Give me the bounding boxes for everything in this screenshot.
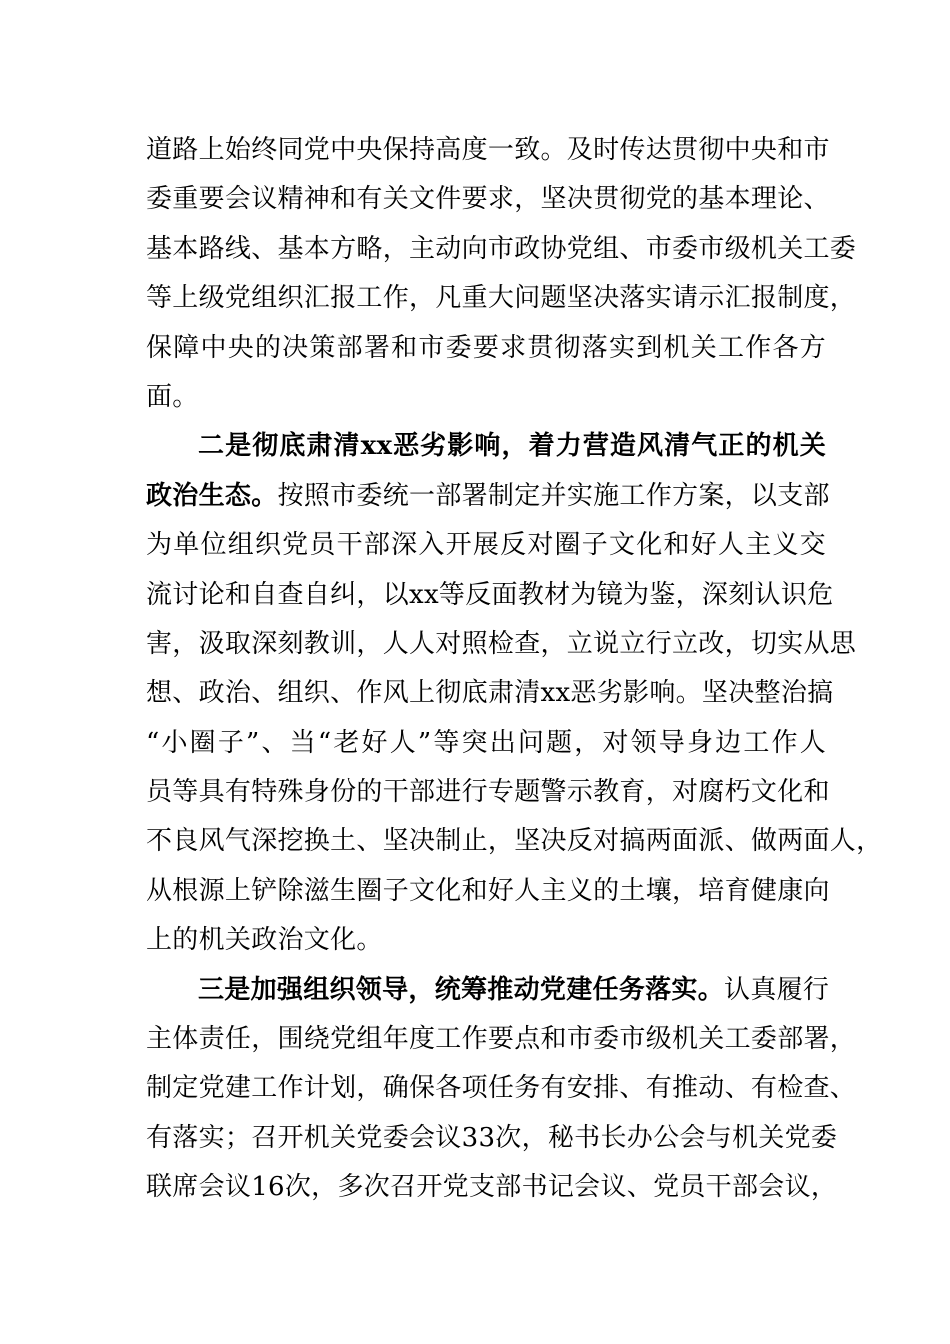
paragraph xyxy=(146,966,857,1213)
body-text: “小圈子”、当“老好人”等突出问题，对领导身边工作人 xyxy=(146,727,826,758)
text-line xyxy=(146,324,826,373)
text-line xyxy=(146,1015,857,1064)
text-line xyxy=(146,521,826,570)
body-text: 上的机关政治文化。 xyxy=(146,925,383,956)
paragraph xyxy=(146,422,883,965)
text-line xyxy=(146,966,830,1015)
text-line xyxy=(146,817,883,866)
text-line xyxy=(146,1114,838,1163)
body-text: 想、政治、组织、作风上彻底肃清xx恶劣影响。坚决整治搞 xyxy=(146,678,834,709)
text-line xyxy=(146,620,857,669)
text-line xyxy=(146,422,826,471)
body-text: 制定党建工作计划，确保各项任务有安排、有推动、有检查、 xyxy=(146,1073,857,1104)
text-line xyxy=(146,274,857,323)
text-line xyxy=(146,867,830,916)
text-line xyxy=(146,373,826,422)
body-text: 道路上始终同党中央保持高度一致。及时传达贯彻中央和市 xyxy=(146,135,830,165)
bold-text: 政治生态。 xyxy=(146,480,278,511)
body-text: 不良风气深挖换土、坚决制止，坚决反对搞两面派、做两面人， xyxy=(146,826,883,857)
text-line xyxy=(146,1064,857,1113)
body-text: 按照市委统一部署制定并实施工作方案，以支部 xyxy=(277,480,830,511)
document-body xyxy=(146,126,883,1213)
body-text: 从根源上铲除滋生圈子文化和好人主义的土壤，培育健康向 xyxy=(146,875,830,906)
text-line xyxy=(146,916,826,965)
body-text: 有落实；召开机关党委会议33次，秘书长办公会与机关党委 xyxy=(146,1122,838,1153)
body-text: 委重要会议精神和有关文件要求，坚决贯彻党的基本理论、 xyxy=(146,184,830,215)
text-line xyxy=(146,225,857,274)
text-line xyxy=(146,571,834,620)
body-text: 为单位组织党员干部深入开展反对圈子文化和好人主义交 xyxy=(146,530,826,561)
text-line xyxy=(146,126,830,175)
body-text: 员等具有特殊身份的干部进行专题警示教育，对腐朽文化和 xyxy=(146,777,830,808)
body-text: 面。 xyxy=(146,381,199,412)
text-line xyxy=(146,669,834,718)
text-line xyxy=(146,175,830,224)
body-text: 害，汲取深刻教训，人人对照检查，立说立行立改，切实从思 xyxy=(146,628,857,659)
body-text: 联席会议16次，多次召开党支部书记会议、党员干部会议， xyxy=(146,1172,838,1203)
bold-text: 三是加强组织领导，统筹推动党建任务落实。 xyxy=(198,974,725,1005)
text-line xyxy=(146,472,830,521)
body-text: 认真履行 xyxy=(724,974,830,1005)
body-text: 主体责任，围绕党组年度工作要点和市委市级机关工委部署， xyxy=(146,1024,857,1055)
body-text: 基本路线、基本方略，主动向市政协党组、市委市级机关工委 xyxy=(146,233,857,264)
body-text: 保障中央的决策部署和市委要求贯彻落实到机关工作各方 xyxy=(146,332,826,363)
body-text: 流讨论和自查自纠，以xx等反面教材为镜为鉴，深刻认识危 xyxy=(146,579,834,610)
text-line xyxy=(146,1163,838,1212)
text-line xyxy=(146,719,826,768)
bold-text: 二是彻底肃清xx恶劣影响，着力营造风清气正的机关 xyxy=(198,431,826,462)
text-line xyxy=(146,768,830,817)
body-text: 等上级党组织汇报工作，凡重大问题坚决落实请示汇报制度， xyxy=(146,283,857,314)
paragraph xyxy=(146,126,857,422)
